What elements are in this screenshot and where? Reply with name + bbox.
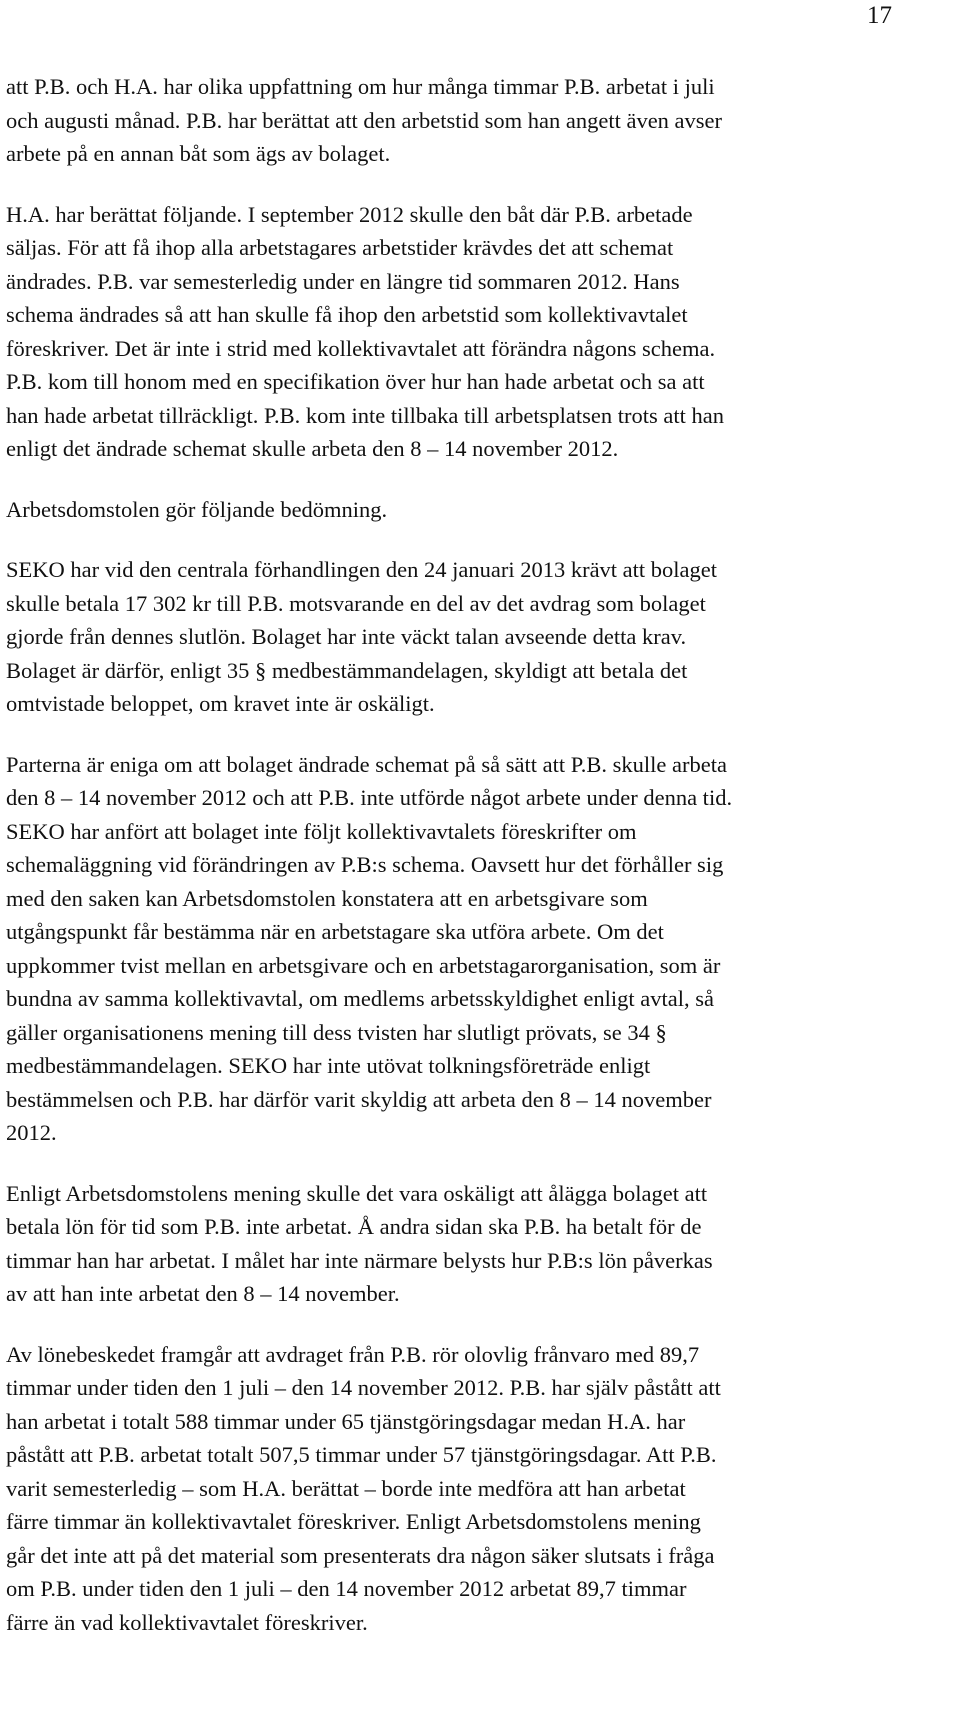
page-number: 17 [867, 2, 892, 29]
paragraph-court-opinion: Enligt Arbetsdomstolens mening skulle det vara oskäligt att ålägga bolaget att betala lön för tid som P.B. inte arbetat. Å andra sidan ska P.B. ha betalt för de timmar han har arbetat. I målet har inte närmare belysts hur P.B:s lön påverkas av att han inte arbetat den 8 – 14 november. [6, 1180, 713, 1306]
paragraph-spacer [6, 466, 951, 493]
document-body [6, 70, 951, 1639]
paragraph-spacer [6, 526, 951, 553]
paragraph-working-hours-dispute: att P.B. och H.A. har olika uppfattning om hur många timmar P.B. arbetat i juli och augusti månad. P.B. har berättat att den arbetstid som han angett även avser arbete på en annan båt som ägs av bolaget. [6, 74, 723, 166]
paragraph-spacer [6, 1311, 951, 1338]
paragraph-schedule-change: Parterna är eniga om att bolaget ändrade schemat på så sätt att P.B. skulle arbeta den 8 – 14 november 2012 och att P.B. inte utförde något arbete under denna tid. SEKO har anfört att bolaget inte följt kollektivavtalets föreskrifter om schemaläggning vid förändringen av P.B:s schema. Oavsett hur det förhåller sig med den saken kan Arbetsdomstolen konstatera att en arbetsgivare som utgångspunkt får bestämma när en arbetstagare ska utföra arbete. Om det uppkommer tvist mellan en arbetsgivare och en arbetstagarorganisation, som är bundna av samma kollektivavtal, om medlems arbetsskyldighet enligt avtal, så gäller organisationens mening till dess tvisten har slutligt prövats, se 34 § medbestämmandelagen. SEKO har inte utövat tolkningsföreträde enligt bestämmelsen och P.B. har därför varit skyldig att arbeta den 8 – 14 november 2012. [6, 751, 733, 1145]
paragraph-spacer [6, 721, 951, 748]
paragraph-payslip-analysis: Av lönebeskedet framgår att avdraget från P.B. rör olovlig frånvaro med 89,7 timmar under tiden den 1 juli – den 14 november 2012. P.B. har själv påstått att han arbetat i totalt 588 timmar under 65 tjänstgöringsdagar medan H.A. har påstått att P.B. arbetat totalt 507,5 timmar under 57 tjänstgöringsdagar. Att P.B. varit semesterledig – som H.A. berättat – borde inte medföra att han arbetat färre timmar än kollektivavtalet föreskriver. Enligt Arbetsdomstolens mening går det inte att på det material som presenterats dra någon säker slutsats i fråga om P.B. under tiden den 1 juli – den 14 november 2012 arbetat 89,7 timmar färre än vad kollektivavtalet föreskriver. [6, 1341, 721, 1635]
paragraph-spacer [6, 1150, 951, 1177]
paragraph-assessment-heading: Arbetsdomstolen gör följande bedömning. [6, 496, 388, 522]
paragraph-ha-statement: H.A. har berättat följande. I september 2012 skulle den båt där P.B. arbetade säljas. För att få ihop alla arbetstagares arbetstider krävdes det att schemat ändrades. P.B. var semesterledig under en längre tid sommaren 2012. Hans schema ändrades så att han skulle få ihop den arbetstid som kollektivavtalet föreskriver. Det är inte i strid med kollektivavtalet att förändra någons schema. P.B. kom till honom med en specifikation över hur han hade arbetat och sa att han hade arbetat tillräckligt. P.B. kom inte tillbaka till arbetsplatsen trots att han enligt det ändrade schemat skulle arbeta den 8 – 14 november 2012. [6, 201, 724, 461]
paragraph-spacer [6, 171, 951, 198]
paragraph-seko-claim: SEKO har vid den centrala förhandlingen den 24 januari 2013 krävt att bolaget skulle betala 17 302 kr till P.B. motsvarande en del av det avdrag som bolaget gjorde från dennes slutlön. Bolaget har inte väckt talan avseende detta krav. Bolaget är därför, enligt 35 § medbestämmandelagen, skyldigt att betala det omtvistade beloppet, om kravet inte är oskäligt. [6, 557, 718, 716]
